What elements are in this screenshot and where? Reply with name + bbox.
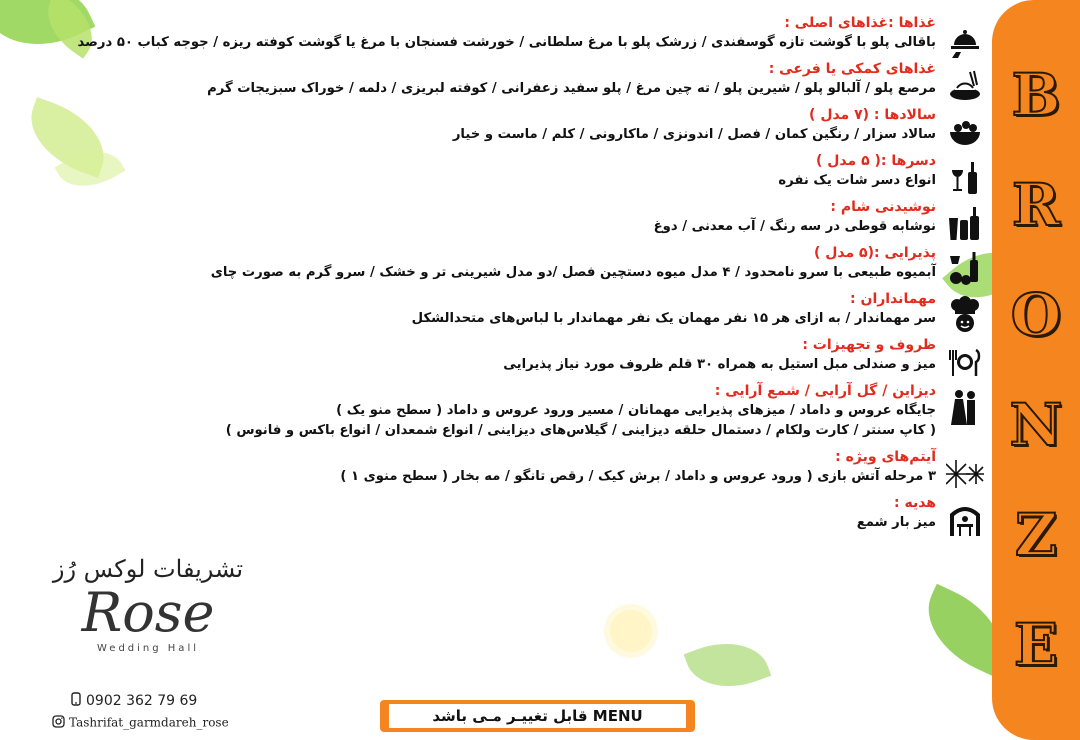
- section-title: هدیه :: [893, 495, 936, 511]
- section-title: سالادها : (۷ مدل ): [809, 107, 936, 123]
- section-item-line: جایگاه عروس و داماد / میزهای پذیرایی مهمانان / مسیر ورود عروس و داماد ( سطح منو یک ): [336, 403, 936, 418]
- leaf-decoration: [684, 629, 772, 702]
- section-title: پذیرایی :(۵ مدل ): [813, 245, 936, 261]
- menu-section: [124, 106, 984, 145]
- section-title: غذاهای کمکی یا فرعی :: [768, 61, 936, 77]
- menu-section: [124, 382, 984, 441]
- section-item-line: سالاد سزار / رنگین کمان / فصل / اندونزی / ماکارونی / کلم / ماست و خیار: [452, 127, 936, 142]
- plate-icon: [946, 66, 984, 104]
- fireworks-icon: [946, 454, 984, 492]
- section-item-line: نوشابه قوطی در سه رنگ / آب معدنی / دوغ: [653, 219, 936, 234]
- salad-bowl-icon: [946, 112, 984, 150]
- section-item-line: سر مهماندار / به ازای هر ۱۵ نفر مهمان یک نفر مهماندار با لباس‌های متحدالشکل: [411, 311, 936, 326]
- logo-persian-text: تشریفات لوکس رُز: [52, 555, 244, 583]
- section-item-line: میز بار شمع: [856, 515, 936, 530]
- bride-groom-icon: [946, 388, 984, 426]
- instagram-icon: [52, 715, 65, 731]
- section-item-line: ۳ مرحله آتش بازی ( ورود عروس و داماد / برش کیک / رقص تانگو / مه بخار ( سطح منوی ۱ ): [340, 469, 936, 484]
- section-title: مهمانداران :: [850, 291, 936, 307]
- logo-rose-text: Rose: [81, 581, 215, 644]
- menu-section: [124, 448, 984, 487]
- menu-section: [124, 60, 984, 99]
- menu-section: [124, 494, 984, 533]
- section-title: نوشیدنی شام :: [830, 199, 936, 215]
- package-letter: R: [1011, 171, 1061, 239]
- section-title: آیتم‌های ویژه :: [835, 449, 936, 465]
- section-title: غذاها :غذاهای اصلی :: [784, 15, 936, 31]
- flower-decoration: [610, 610, 652, 652]
- package-letter: N: [1009, 391, 1063, 459]
- package-letter: B: [1011, 61, 1061, 129]
- chef-icon: [946, 296, 984, 334]
- section-title: دیزاین / گل آرایی / شمع آرایی :: [714, 383, 936, 399]
- brand-logo: [48, 555, 248, 654]
- menu-section: [124, 244, 984, 283]
- section-item-line: باقالی پلو با گوشت تازه گوسفندی / زرشک پلو با مرغ سلطانی / خورشت فسنجان با مرغ یا گوشت کوفته ریزه / جوجه کباب ۵۰ درصد: [77, 35, 936, 50]
- menu-section: [77, 14, 984, 53]
- section-item-line: ( کاپ سنتر / کارت ولکام / دستمال حلقه دیزاینی / گیلاس‌های دیزاینی / انواع شمعدان / انواع باکس و فانوس ): [225, 423, 936, 438]
- section-item-line: مرصع پلو / آلبالو پلو / شیرین پلو / ته چین مرغ / پلو سفید زعفرانی / کوفته لبریزی / دلمه / خوراک سبزیجات گرم: [207, 81, 936, 96]
- section-item-line: انواع دسر شات یک نفره: [778, 173, 936, 188]
- wine-glass-bottle-icon: [946, 158, 984, 196]
- phone-number: [70, 692, 197, 710]
- gift-table-icon: [946, 500, 984, 538]
- package-letter: E: [1013, 611, 1059, 679]
- fruit-wine-icon: [946, 250, 984, 288]
- menu-section: [124, 336, 984, 375]
- menu-section: [124, 152, 984, 191]
- instagram-handle-text: Tashrifat_garmdareh_rose: [69, 715, 229, 730]
- phone-icon: [70, 692, 82, 710]
- cutlery-icon: [946, 342, 984, 380]
- drinks-icon: [946, 204, 984, 242]
- menu-change-notice: [380, 700, 695, 732]
- phone-number-text: 0902 362 79 69: [86, 693, 198, 709]
- section-title: دسرها :( ۵ مدل ): [816, 153, 936, 169]
- section-title: ظروف و تجهیزات :: [802, 337, 936, 353]
- cloche-icon: [946, 20, 984, 58]
- package-name-strip: [992, 0, 1080, 740]
- menu-change-notice-text: MENU قابل تغییـر مـی باشد: [389, 704, 686, 728]
- menu-section: [124, 198, 984, 237]
- package-letter: O: [1010, 281, 1062, 349]
- section-item-line: میز و صندلی مبل استیل به همراه ۳۰ قلم ظروف مورد نیاز پذیرایی: [503, 357, 936, 372]
- section-item-line: آبمیوه طبیعی با سرو نامحدود / ۴ مدل میوه دستچین فصل /دو مدل شیرینی تر و خشک / سرو گرم به صورت چای: [210, 265, 936, 280]
- logo-subtitle: Wedding Hall: [97, 643, 199, 654]
- menu-section: [124, 290, 984, 329]
- instagram-handle: [52, 715, 229, 731]
- package-letter: Z: [1014, 501, 1058, 569]
- menu-list: [77, 14, 984, 540]
